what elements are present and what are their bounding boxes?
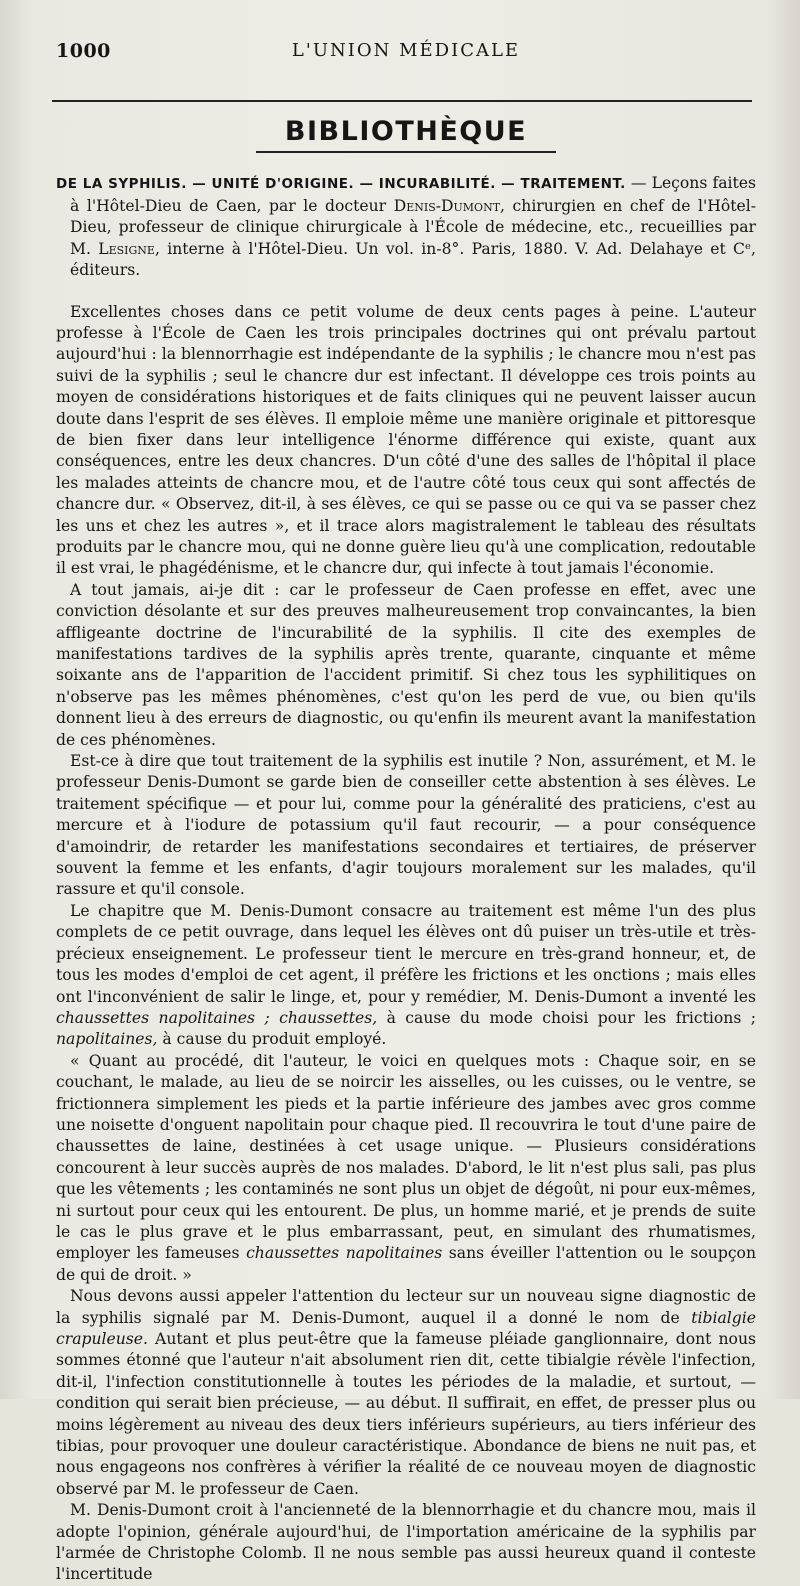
- paragraph-text: Autant et plus peut-être que la fameuse pléiade ganglionnaire, dont nous sommes étonné que l'auteur n'ait absolument rien dit, cette tibialgie révèle l'infection, dit-il, l'infection constitutionnelle à toutes les périodes de la maladie, et surtout, — condition qui serait bien précieuse, — au début. Il suffirait, en effet, de presser plus ou moins légèrement au niveau des deux tiers inférieurs supérieurs, au tiers inférieur des tibias, pour provoquer une douleur caractéristique. Abondance de biens ne nuit pas, et nous engageons nos confrères à vérifier la réalité de ce nouveau moyen de diagnostic observé par M. le professeur de Caen.: [56, 1330, 756, 1498]
- paragraph-text: Nous devons aussi appeler l'attention du lecteur sur un nouveau signe diagnostic de la syphilis signalé par M. Denis-Dumont, auquel il a donné le nom de: [56, 1287, 756, 1327]
- paragraph: A tout jamais, ai-je dit : car le professeur de Caen professe en effet, avec une conviction désolante et sur des preuves malheureusement trop convaincantes, la bien affligeante doctrine de l'incurabilité de la syphilis. Il cite des exemples de manifestations tardives de la syphilis après trente, quarante, cinquante et même soixante ans de l'apparition de l'accident primitif. Si chez tous les syphilitiques on n'observe pas les mêmes phénomènes, c'est qu'on les perd de vue, ou bien qu'ils donnent lieu à des erreurs de diagnostic, ou qu'enfin ils meurent avant la manifestation de ces phénomènes.: [56, 580, 756, 749]
- article-body: [56, 302, 756, 1586]
- review-title: DE LA SYPHILIS. — UNITÉ D'ORIGINE. — INCURABILITÉ. — TRAITEMENT.: [56, 176, 626, 192]
- citation-text: , interne à l'Hôtel-Dieu. Un vol. in-8°. Paris, 1880. V. Ad. Delahaye et Cᵉ, éditeurs.: [70, 239, 756, 279]
- header-rule: [52, 100, 752, 102]
- paragraph: [56, 901, 756, 1051]
- citation-text: , chirurgien en chef de l'Hôtel-Dieu, professeur de clinique chirurgicale à l'École de médecine, etc., recueillies par M.: [70, 196, 757, 258]
- title-rule: [256, 151, 556, 153]
- paragraph: Est-ce à dire que tout traitement de la syphilis est inutile ? Non, assurément, et M. le professeur Denis-Dumont se garde bien de conseiller cette abstention à ses élèves. Le traitement spécifique — et pour lui, comme pour la généralité des praticiens, c'est au mercure et à l'iodure de potassium qu'il faut recourir, — a pour conséquence d'amoindrir, de retarder les manifestations secondaires et tertiaires, de préserver souvent la femme et les enfants, d'agir toujours moralement sur les malades, qu'il rassure et qu'il console.: [56, 752, 756, 899]
- author-name: Denis-Dumont: [393, 196, 501, 215]
- review-heading: [56, 173, 756, 282]
- italic-term: chaussettes napolitaines: [246, 1244, 443, 1263]
- paragraph: [56, 1051, 756, 1286]
- citation-text: — Leçons faites à l'Hôtel-Dieu de Caen, par le docteur: [70, 174, 756, 215]
- italic-term: tibialgie crapuleuse.: [56, 1308, 756, 1348]
- paragraph-text: « Quant au procédé, dit l'auteur, le voici en quelques mots : Chaque soir, en se couchant, le malade, au lieu de se noircir les aisselles, ou les cuisses, ou le ventre, se frictionnera simplement les pieds et la partie inférieure des jambes avec gros comme une noisette d'onguent napolitain pour chaque pied. Il recouvrira le tout d'une paire de chaussettes de laine, destinées à cet usage unique. — Plusieurs considérations concourent à leur succès auprès de nos malades. D'abord, le lit n'est plus sali, pas plus que les vêtements ; les contaminés ne sont plus un objet de dégoût, ni pour eux-mêmes, ni surtout pour ceux qui les entourent. De plus, un homme marié, et je prends de suite le cas le plus grave et le plus embarrassant, peut, en simulant des rhumatismes, employer les fameuses: [56, 1051, 756, 1263]
- collector-name: Lesigne: [98, 239, 155, 258]
- section-title: BIBLIOTHÈQUE: [284, 116, 528, 147]
- paragraph: Excellentes choses dans ce petit volume de deux cents pages à peine. L'auteur professe à l'École de Caen les trois principales doctrines qui ont prévalu partout aujourd'hui : la blennorrhagie est indépendante de la syphilis ; le chancre mou n'est pas suivi de la syphilis ; seul le chancre dur est infectant. Il développe ces trois points au moyen de considérations historiques et de faits cliniques qui ne peuvent laisser aucun doute dans l'esprit de ses élèves. Il emploie même une manière originale et pittoresque de bien fixer dans leur intelligence l'énorme différence qui existe, quant aux conséquences, entre les deux chancres. D'un côté d'une des salles de l'hôpital il place les malades atteints de chancre mou, et de l'autre côté tous ceux qui sont affectés de chancre dur. « Observez, dit-il, à ses élèves, ce qui se passe ou ce qui va se passer chez les uns et chez les autres », et il trace alors magistralement le tableau des résultats produits par le chancre mou, qui ne donne guère lieu qu'à une complication, redoutable il est vrai, le phagédénisme, et le chancre dur, qui infecte à tout jamais l'économie.: [56, 302, 756, 578]
- paragraph-text: sans éveiller l'attention ou le soupçon de qui de droit. »: [56, 1244, 756, 1284]
- paragraph-text: Le chapitre que M. Denis-Dumont consacre au traitement est même l'un des plus complets de ce petit ouvrage, dans lequel les élèves ont dû puiser un très-utile et très-précieux enseignement. Le professeur tient le mercure en très-grand honneur, et, de tous les modes d'emploi de cet agent, il préfère les frictions et les onctions ; mais elles ont l'inconvénient de salir le linge, et, pour y remédier, M. Denis-Dumont a inventé les: [56, 901, 756, 1006]
- italic-term: chaussettes napolitaines ; chaussettes,: [56, 1008, 378, 1027]
- running-head: [56, 34, 756, 70]
- journal-title: L'UNION MÉDICALE: [291, 40, 521, 61]
- paragraph-text: à cause du produit employé.: [157, 1030, 387, 1049]
- paragraph: M. Denis-Dumont croit à l'ancienneté de la blennorrhagie et du chancre mou, mais il adopte l'opinion, générale aujourd'hui, de l'importation américaine de la syphilis par l'armée de Christophe Colomb. Il ne nous semble pas aussi heureux quand il conteste l'incertitude: [56, 1501, 756, 1584]
- paragraph: [56, 1286, 756, 1500]
- page-number: 1000: [56, 40, 111, 62]
- paragraph-text: à cause du mode choisi pour les frictions ;: [377, 1008, 756, 1027]
- italic-term: napolitaines,: [56, 1030, 158, 1049]
